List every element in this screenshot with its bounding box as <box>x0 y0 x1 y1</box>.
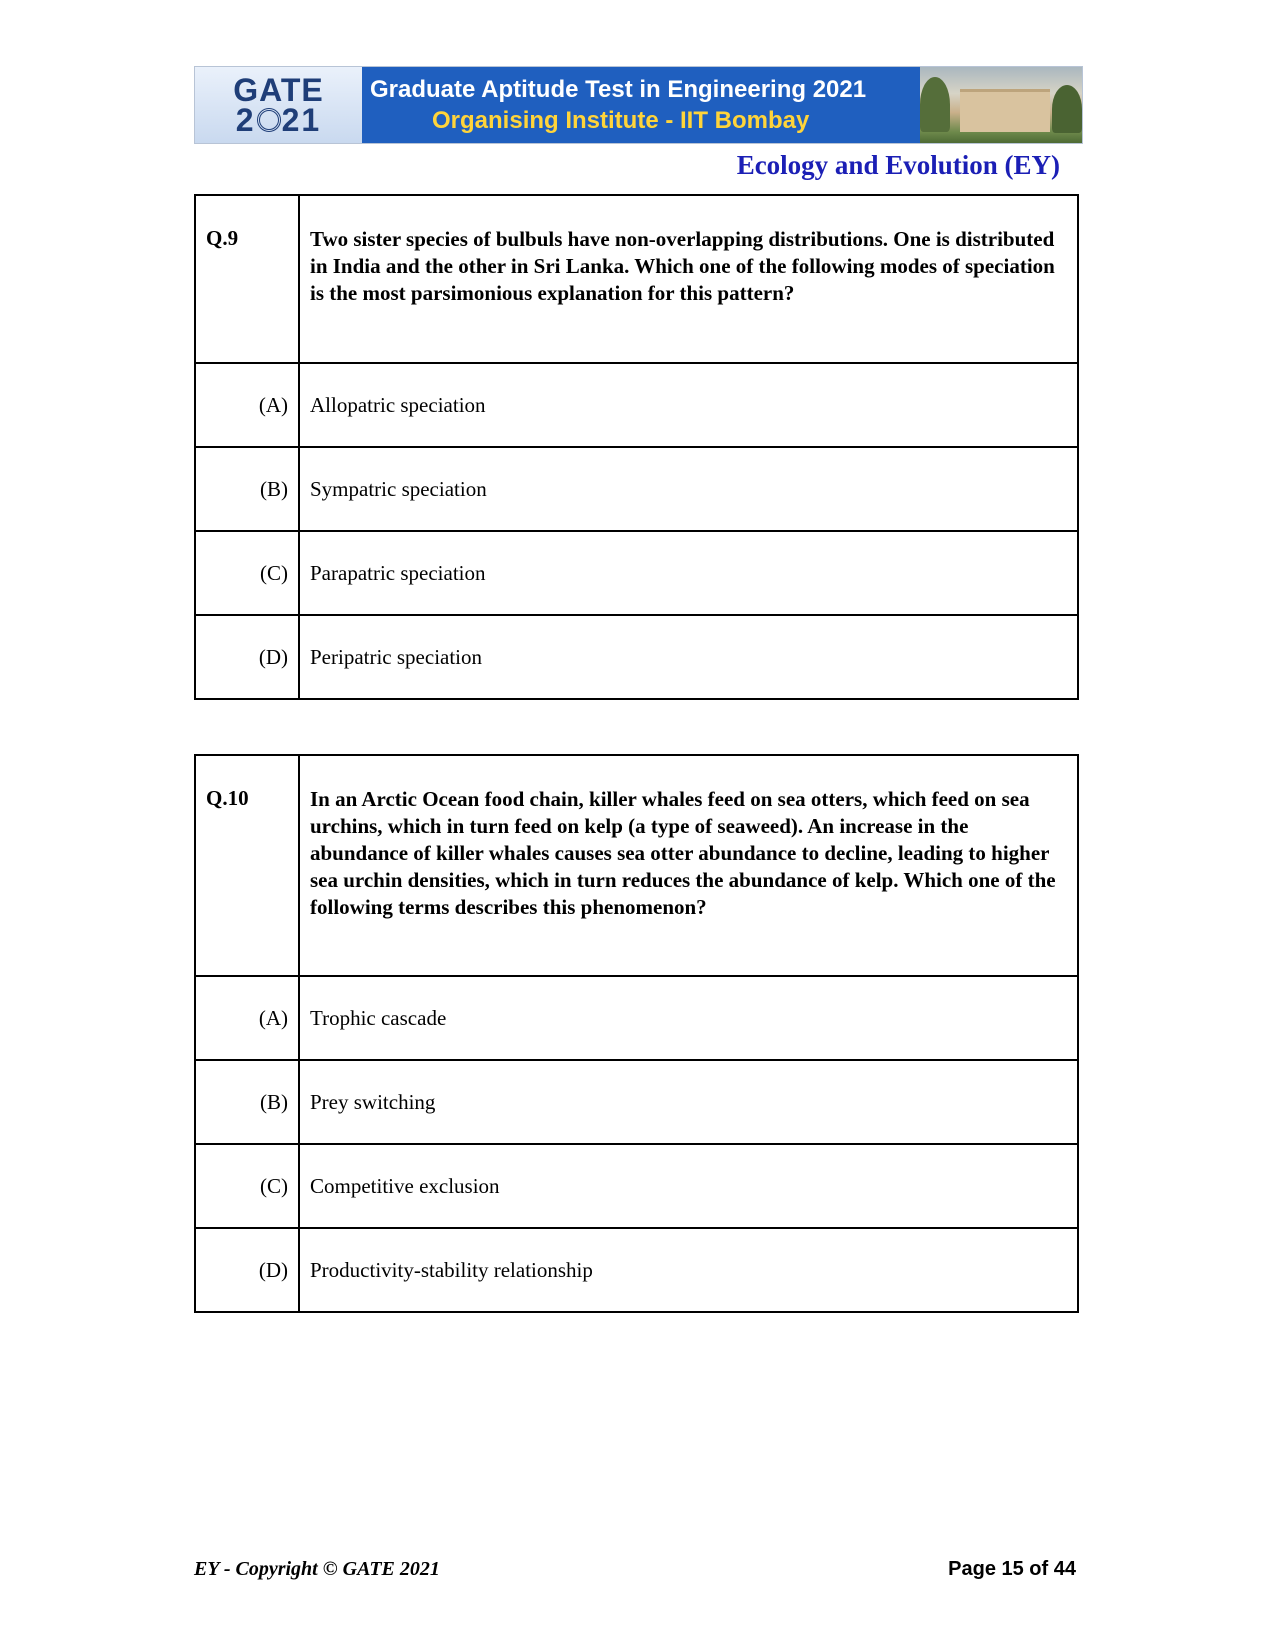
gate-logo <box>195 67 362 143</box>
seal-icon <box>257 108 281 132</box>
option-text: Sympatric speciation <box>299 447 1078 531</box>
page-of: of <box>1023 1558 1054 1580</box>
question-number: Q.10 <box>206 786 249 810</box>
question-table-q10 <box>194 754 1079 1313</box>
question-table-q9 <box>194 194 1079 700</box>
option-row <box>195 615 1078 699</box>
option-letter: (C) <box>195 531 299 615</box>
footer-page-number <box>948 1558 1076 1581</box>
logo-gate-text: GATE <box>233 72 324 108</box>
option-letter: (B) <box>195 1060 299 1144</box>
option-text: Prey switching <box>299 1060 1078 1144</box>
question-number: Q.9 <box>206 226 239 250</box>
option-text: Productivity-stability relationship <box>299 1228 1078 1312</box>
question-number-cell <box>195 195 299 363</box>
question-number-cell <box>195 755 299 976</box>
option-row <box>195 976 1078 1060</box>
option-row <box>195 1144 1078 1228</box>
logo-year-left: 2 <box>235 102 256 138</box>
banner-title-block <box>362 67 920 143</box>
option-letter: (D) <box>195 1228 299 1312</box>
option-letter: (A) <box>195 976 299 1060</box>
logo-year-right: 21 <box>281 102 322 138</box>
option-text: Trophic cascade <box>299 976 1078 1060</box>
option-letter: (D) <box>195 615 299 699</box>
option-text: Allopatric speciation <box>299 363 1078 447</box>
option-row <box>195 1060 1078 1144</box>
option-letter: (A) <box>195 363 299 447</box>
option-letter: (B) <box>195 447 299 531</box>
option-text: Peripatric speciation <box>299 615 1078 699</box>
tree-shape <box>920 77 950 132</box>
option-letter: (C) <box>195 1144 299 1228</box>
option-text: Parapatric speciation <box>299 531 1078 615</box>
option-row <box>195 363 1078 447</box>
page-prefix: Page <box>948 1558 1002 1580</box>
option-text: Competitive exclusion <box>299 1144 1078 1228</box>
option-row <box>195 1228 1078 1312</box>
footer-copyright: EY - Copyright © GATE 2021 <box>194 1558 440 1580</box>
page-current: 15 <box>1001 1558 1024 1580</box>
tree-shape <box>1052 85 1082 133</box>
question-text: In an Arctic Ocean food chain, killer whales feed on sea otters, which feed on sea urchins, which in turn feed on kelp (a type of seaweed). An increase in the abundance of killer whales causes sea otter abundance to decline, leading to higher sea urchin densities, which in turn reduces the abundance of kelp. Which one of the following terms describes this phenomenon? <box>299 755 1078 976</box>
subject-title: Ecology and Evolution (EY) <box>736 150 1060 180</box>
building-shape <box>960 89 1050 132</box>
question-text: Two sister species of bulbuls have non-overlapping distributions. One is distributed in India and the other in Sri Lanka. Which one of the following modes of speciation is the most parsimonious explanation for this pattern? <box>299 195 1078 363</box>
header-banner <box>194 66 1083 144</box>
option-row <box>195 531 1078 615</box>
option-row <box>195 447 1078 531</box>
logo-year <box>235 102 322 138</box>
page-total: 44 <box>1053 1558 1076 1580</box>
banner-subtitle: Organising Institute - IIT Bombay <box>432 107 810 134</box>
institute-building-image <box>920 67 1082 143</box>
banner-title: Graduate Aptitude Test in Engineering 2021 <box>370 76 867 103</box>
